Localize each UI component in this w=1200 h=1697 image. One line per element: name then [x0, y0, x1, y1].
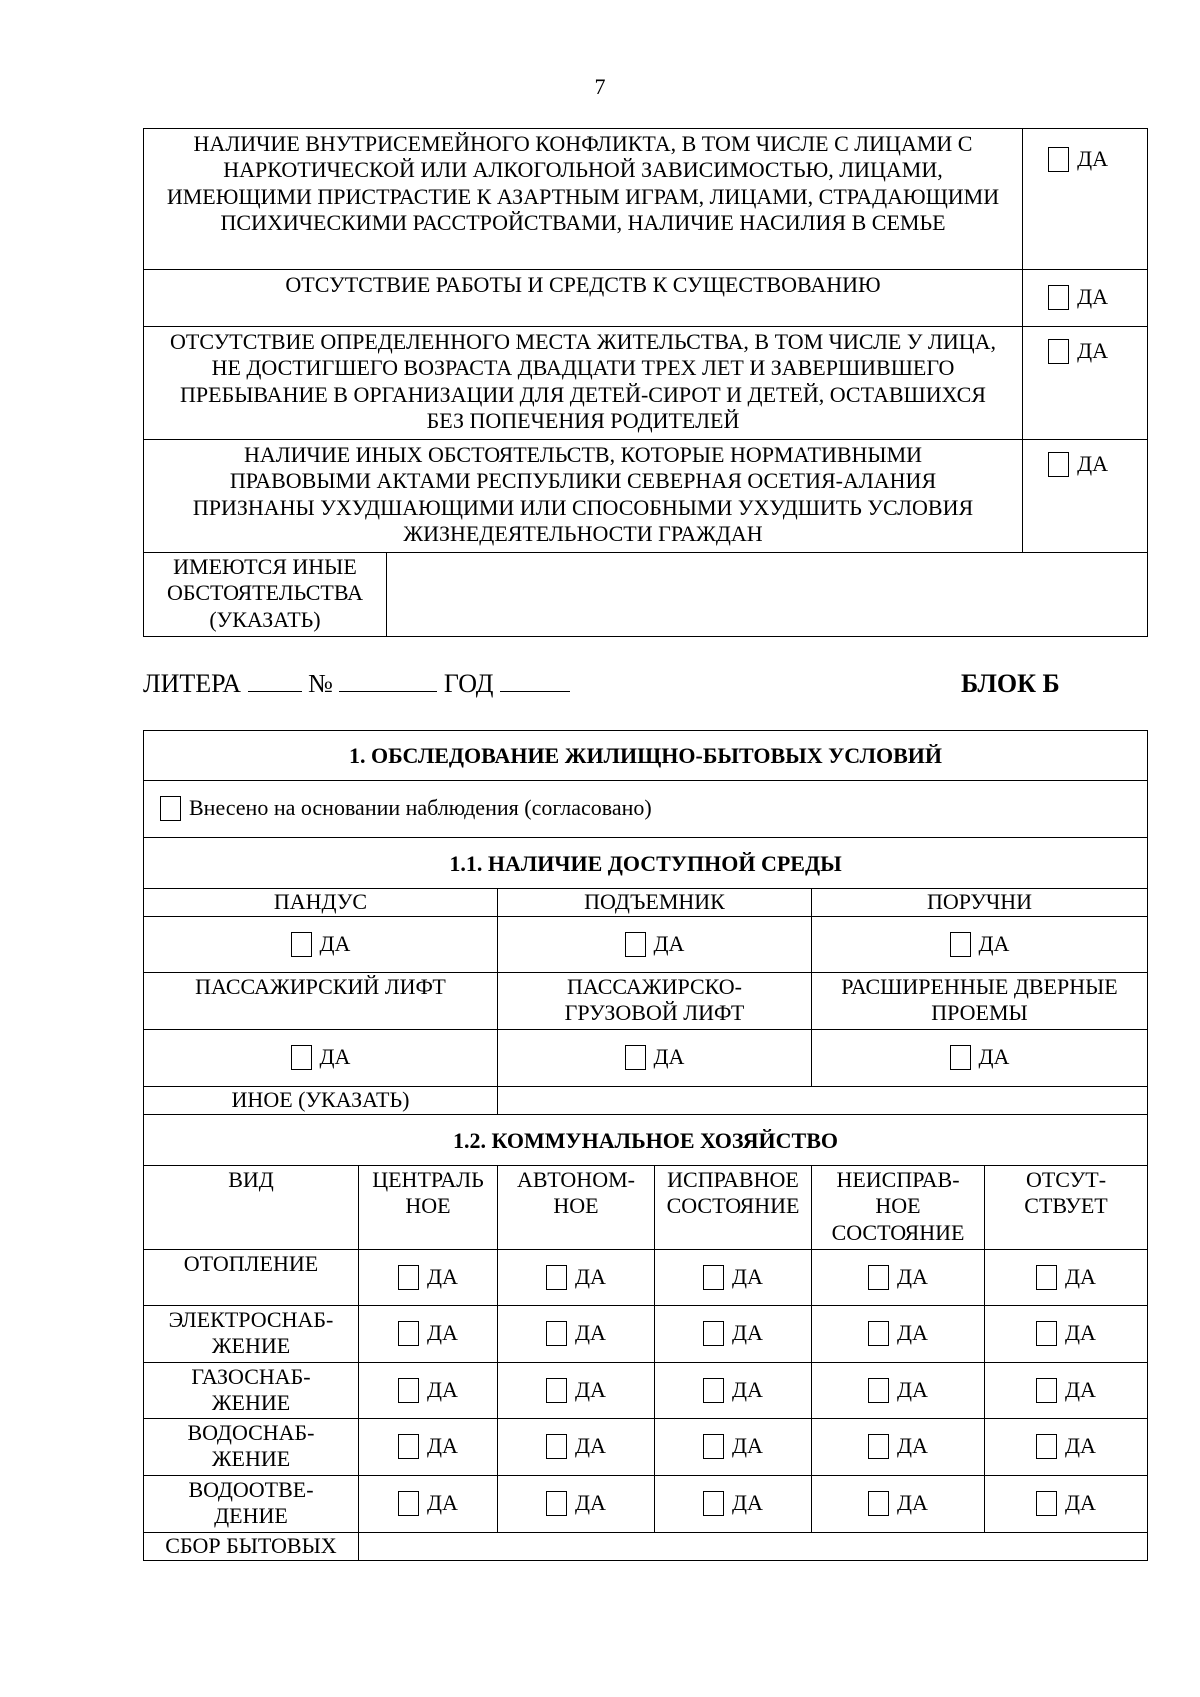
column-header: АВТОНОМ-НОЕ	[498, 1166, 655, 1250]
checkbox[interactable]	[398, 1491, 419, 1516]
circumstance-option[interactable]: ДА	[1023, 440, 1148, 553]
checkbox[interactable]	[703, 1321, 724, 1346]
utility-option[interactable]: ДА	[812, 1306, 985, 1363]
checkbox[interactable]	[398, 1321, 419, 1346]
checkbox[interactable]	[950, 932, 971, 957]
checkbox[interactable]	[703, 1265, 724, 1290]
circumstance-text: НАЛИЧИЕ ВНУТРИСЕМЕЙНОГО КОНФЛИКТА, В ТОМ ЧИСЛЕ С ЛИЦАМИ С НАРКОТИЧЕСКОЙ ИЛИ АЛКОГОЛЬНОЙ ЗАВИСИМОСТЬЮ, ЛИЦАМИ, ИМЕЮЩИМИ ПРИСТРАСТИЕ К АЗАРТНЫМ ИГРАМ, ЛИЦАМИ, СТРАДАЮЩИМИ ПСИХИЧЕСКИМИ РАССТРОЙСТВАМИ, НАЛИЧИЕ НАСИЛИЯ В СЕМЬЕ	[144, 129, 1023, 270]
utility-option[interactable]: ДА	[498, 1306, 655, 1363]
column-header: ИСПРАВНОЕ СОСТОЯНИЕ	[655, 1166, 812, 1250]
checkbox[interactable]	[868, 1321, 889, 1346]
checkbox[interactable]	[1048, 285, 1069, 310]
checkbox[interactable]	[1036, 1491, 1057, 1516]
table-row	[144, 1250, 1148, 1306]
table-row	[144, 1476, 1148, 1533]
utility-option[interactable]: ДА	[985, 1306, 1148, 1363]
other-env-label: ИНОЕ (УКАЗАТЬ)	[144, 1087, 498, 1115]
block-title: БЛОК Б	[961, 669, 1060, 698]
utility-option[interactable]: ДА	[655, 1476, 812, 1533]
column-header: ЦЕНТРАЛЬ НОЕ	[359, 1166, 498, 1250]
circumstance-text: ОТСУТСТВИЕ РАБОТЫ И СРЕДСТВ К СУЩЕСТВОВАНИЮ	[144, 270, 1023, 327]
checkbox[interactable]	[950, 1045, 971, 1070]
env-label: РАСШИРЕННЫЕ ДВЕРНЫЕ ПРОЕМЫ	[812, 973, 1148, 1030]
env-label: ПОДЪЕМНИК	[498, 889, 812, 917]
utility-field[interactable]	[359, 1533, 1148, 1561]
utility-option[interactable]: ДА	[812, 1476, 985, 1533]
checkbox[interactable]	[160, 796, 181, 821]
utility-option[interactable]: ДА	[498, 1476, 655, 1533]
column-header: ОТСУТ-СТВУЕТ	[985, 1166, 1148, 1250]
number-field[interactable]	[339, 669, 437, 692]
utility-label: ВОДООТВЕ-ДЕНИЕ	[144, 1476, 359, 1533]
utility-option[interactable]: ДА	[985, 1250, 1148, 1306]
utility-option[interactable]: ДА	[985, 1476, 1148, 1533]
utility-option[interactable]: ДА	[359, 1476, 498, 1533]
checkbox[interactable]	[546, 1491, 567, 1516]
checkbox[interactable]	[546, 1434, 567, 1459]
utility-option[interactable]: ДА	[359, 1306, 498, 1363]
utility-label: ВОДОСНАБ-ЖЕНИЕ	[144, 1419, 359, 1476]
checkbox[interactable]	[1036, 1321, 1057, 1346]
env-option[interactable]: ДА	[812, 1030, 1148, 1087]
observation-note-row	[144, 781, 1148, 838]
table-row	[144, 1419, 1148, 1476]
column-header: ВИД	[144, 1166, 359, 1250]
utility-label: ЭЛЕКТРОСНАБ-ЖЕНИЕ	[144, 1306, 359, 1363]
checkbox[interactable]	[546, 1378, 567, 1403]
utility-option[interactable]: ДА	[655, 1306, 812, 1363]
column-header: НЕИСПРАВ-НОЕ СОСТОЯНИЕ	[812, 1166, 985, 1250]
utility-option[interactable]: ДА	[985, 1363, 1148, 1419]
utility-option[interactable]: ДА	[812, 1363, 985, 1419]
checkbox[interactable]	[868, 1491, 889, 1516]
checkbox[interactable]	[703, 1378, 724, 1403]
checkbox[interactable]	[1036, 1265, 1057, 1290]
env-option[interactable]: ДА	[498, 917, 812, 973]
litera-field[interactable]	[248, 669, 302, 692]
year-field[interactable]	[500, 669, 570, 692]
circumstance-option[interactable]: ДА	[1023, 129, 1148, 270]
checkbox[interactable]	[398, 1378, 419, 1403]
checkbox[interactable]	[1036, 1434, 1057, 1459]
circumstance-text: ОТСУТСТВИЕ ОПРЕДЕЛЕННОГО МЕСТА ЖИТЕЛЬСТВА, В ТОМ ЧИСЛЕ У ЛИЦА, НЕ ДОСТИГШЕГО ВОЗРАСТА ДВАДЦАТИ ТРЕХ ЛЕТ И ЗАВЕРШИВШЕГО ПРЕБЫВАНИЕ В ОРГАНИЗАЦИИ ДЛЯ ДЕТЕЙ-СИРОТ И ДЕТЕЙ, ОСТАВШИХСЯ БЕЗ ПОПЕЧЕНИЯ РОДИТЕЛЕЙ	[144, 327, 1023, 440]
observation-note: Внесено на основании наблюдения (согласовано)	[189, 795, 652, 820]
section-1-1-title: 1.1. НАЛИЧИЕ ДОСТУПНОЙ СРЕДЫ	[144, 838, 1148, 889]
checkbox[interactable]	[1048, 339, 1069, 364]
utility-option[interactable]: ДА	[498, 1250, 655, 1306]
utility-option[interactable]: ДА	[655, 1250, 812, 1306]
utility-option[interactable]: ДА	[359, 1250, 498, 1306]
checkbox[interactable]	[546, 1321, 567, 1346]
checkbox[interactable]	[398, 1265, 419, 1290]
number-label: №	[308, 669, 333, 698]
utility-option[interactable]: ДА	[812, 1250, 985, 1306]
env-option[interactable]: ДА	[144, 1030, 498, 1087]
utility-label: СБОР БЫТОВЫХ	[144, 1533, 359, 1561]
checkbox[interactable]	[398, 1434, 419, 1459]
circumstances-table	[143, 128, 1148, 637]
env-label: ПОРУЧНИ	[812, 889, 1148, 917]
circumstance-option[interactable]: ДА	[1023, 270, 1148, 327]
block-b-table	[143, 730, 1148, 1561]
checkbox[interactable]	[1048, 147, 1069, 172]
checkbox[interactable]	[703, 1434, 724, 1459]
checkbox[interactable]	[625, 932, 646, 957]
other-circumstances-field[interactable]	[387, 553, 1148, 637]
checkbox[interactable]	[703, 1491, 724, 1516]
table-row	[144, 1363, 1148, 1419]
utility-option[interactable]: ДА	[985, 1419, 1148, 1476]
section-1-2-title: 1.2. КОММУНАЛЬНОЕ ХОЗЯЙСТВО	[144, 1115, 1148, 1166]
utility-option[interactable]: ДА	[359, 1363, 498, 1419]
other-circumstances-label: ИМЕЮТСЯ ИНЫЕ ОБСТОЯТЕЛЬСТВА (УКАЗАТЬ)	[144, 553, 387, 637]
circumstance-text: НАЛИЧИЕ ИНЫХ ОБСТОЯТЕЛЬСТВ, КОТОРЫЕ НОРМАТИВНЫМИ ПРАВОВЫМИ АКТАМИ РЕСПУБЛИКИ СЕВЕРНАЯ ОСЕТИЯ-АЛАНИЯ ПРИЗНАНЫ УХУДШАЮЩИМИ ИЛИ СПОСОБНЫМИ УХУДШИТЬ УСЛОВИЯ ЖИЗНЕДЕЯТЕЛЬНОСТИ ГРАЖДАН	[144, 440, 1023, 553]
checkbox[interactable]	[1048, 452, 1069, 477]
litera-line	[143, 668, 1147, 700]
env-label: ПАССАЖИРСКИЙ ЛИФТ	[144, 973, 498, 1030]
env-option[interactable]: ДА	[498, 1030, 812, 1087]
checkbox[interactable]	[1036, 1378, 1057, 1403]
table-row	[144, 1306, 1148, 1363]
utility-option[interactable]: ДА	[655, 1419, 812, 1476]
other-env-field[interactable]	[498, 1087, 1148, 1115]
table-row	[144, 1533, 1148, 1561]
utility-option[interactable]: ДА	[359, 1419, 498, 1476]
utility-label: ОТОПЛЕНИЕ	[144, 1250, 359, 1306]
utility-option[interactable]: ДА	[812, 1419, 985, 1476]
checkbox[interactable]	[546, 1265, 567, 1290]
checkbox[interactable]	[291, 1045, 312, 1070]
env-option[interactable]: ДА	[812, 917, 1148, 973]
year-label: ГОД	[443, 669, 494, 698]
circumstance-option[interactable]: ДА	[1023, 327, 1148, 440]
checkbox[interactable]	[868, 1378, 889, 1403]
checkbox[interactable]	[868, 1265, 889, 1290]
checkbox[interactable]	[868, 1434, 889, 1459]
utility-option[interactable]: ДА	[498, 1363, 655, 1419]
page-number: 7	[594, 74, 606, 99]
section-1-title: 1. ОБСЛЕДОВАНИЕ ЖИЛИЩНО-БЫТОВЫХ УСЛОВИЙ	[144, 731, 1148, 781]
utility-label: ГАЗОСНАБ-ЖЕНИЕ	[144, 1363, 359, 1419]
utility-option[interactable]: ДА	[655, 1363, 812, 1419]
env-label: ПАССАЖИРСКО-ГРУЗОВОЙ ЛИФТ	[498, 973, 812, 1030]
env-label: ПАНДУС	[144, 889, 498, 917]
utility-option[interactable]: ДА	[498, 1419, 655, 1476]
env-option[interactable]: ДА	[144, 917, 498, 973]
checkbox[interactable]	[291, 932, 312, 957]
litera-label: ЛИТЕРА	[143, 669, 242, 698]
checkbox[interactable]	[625, 1045, 646, 1070]
